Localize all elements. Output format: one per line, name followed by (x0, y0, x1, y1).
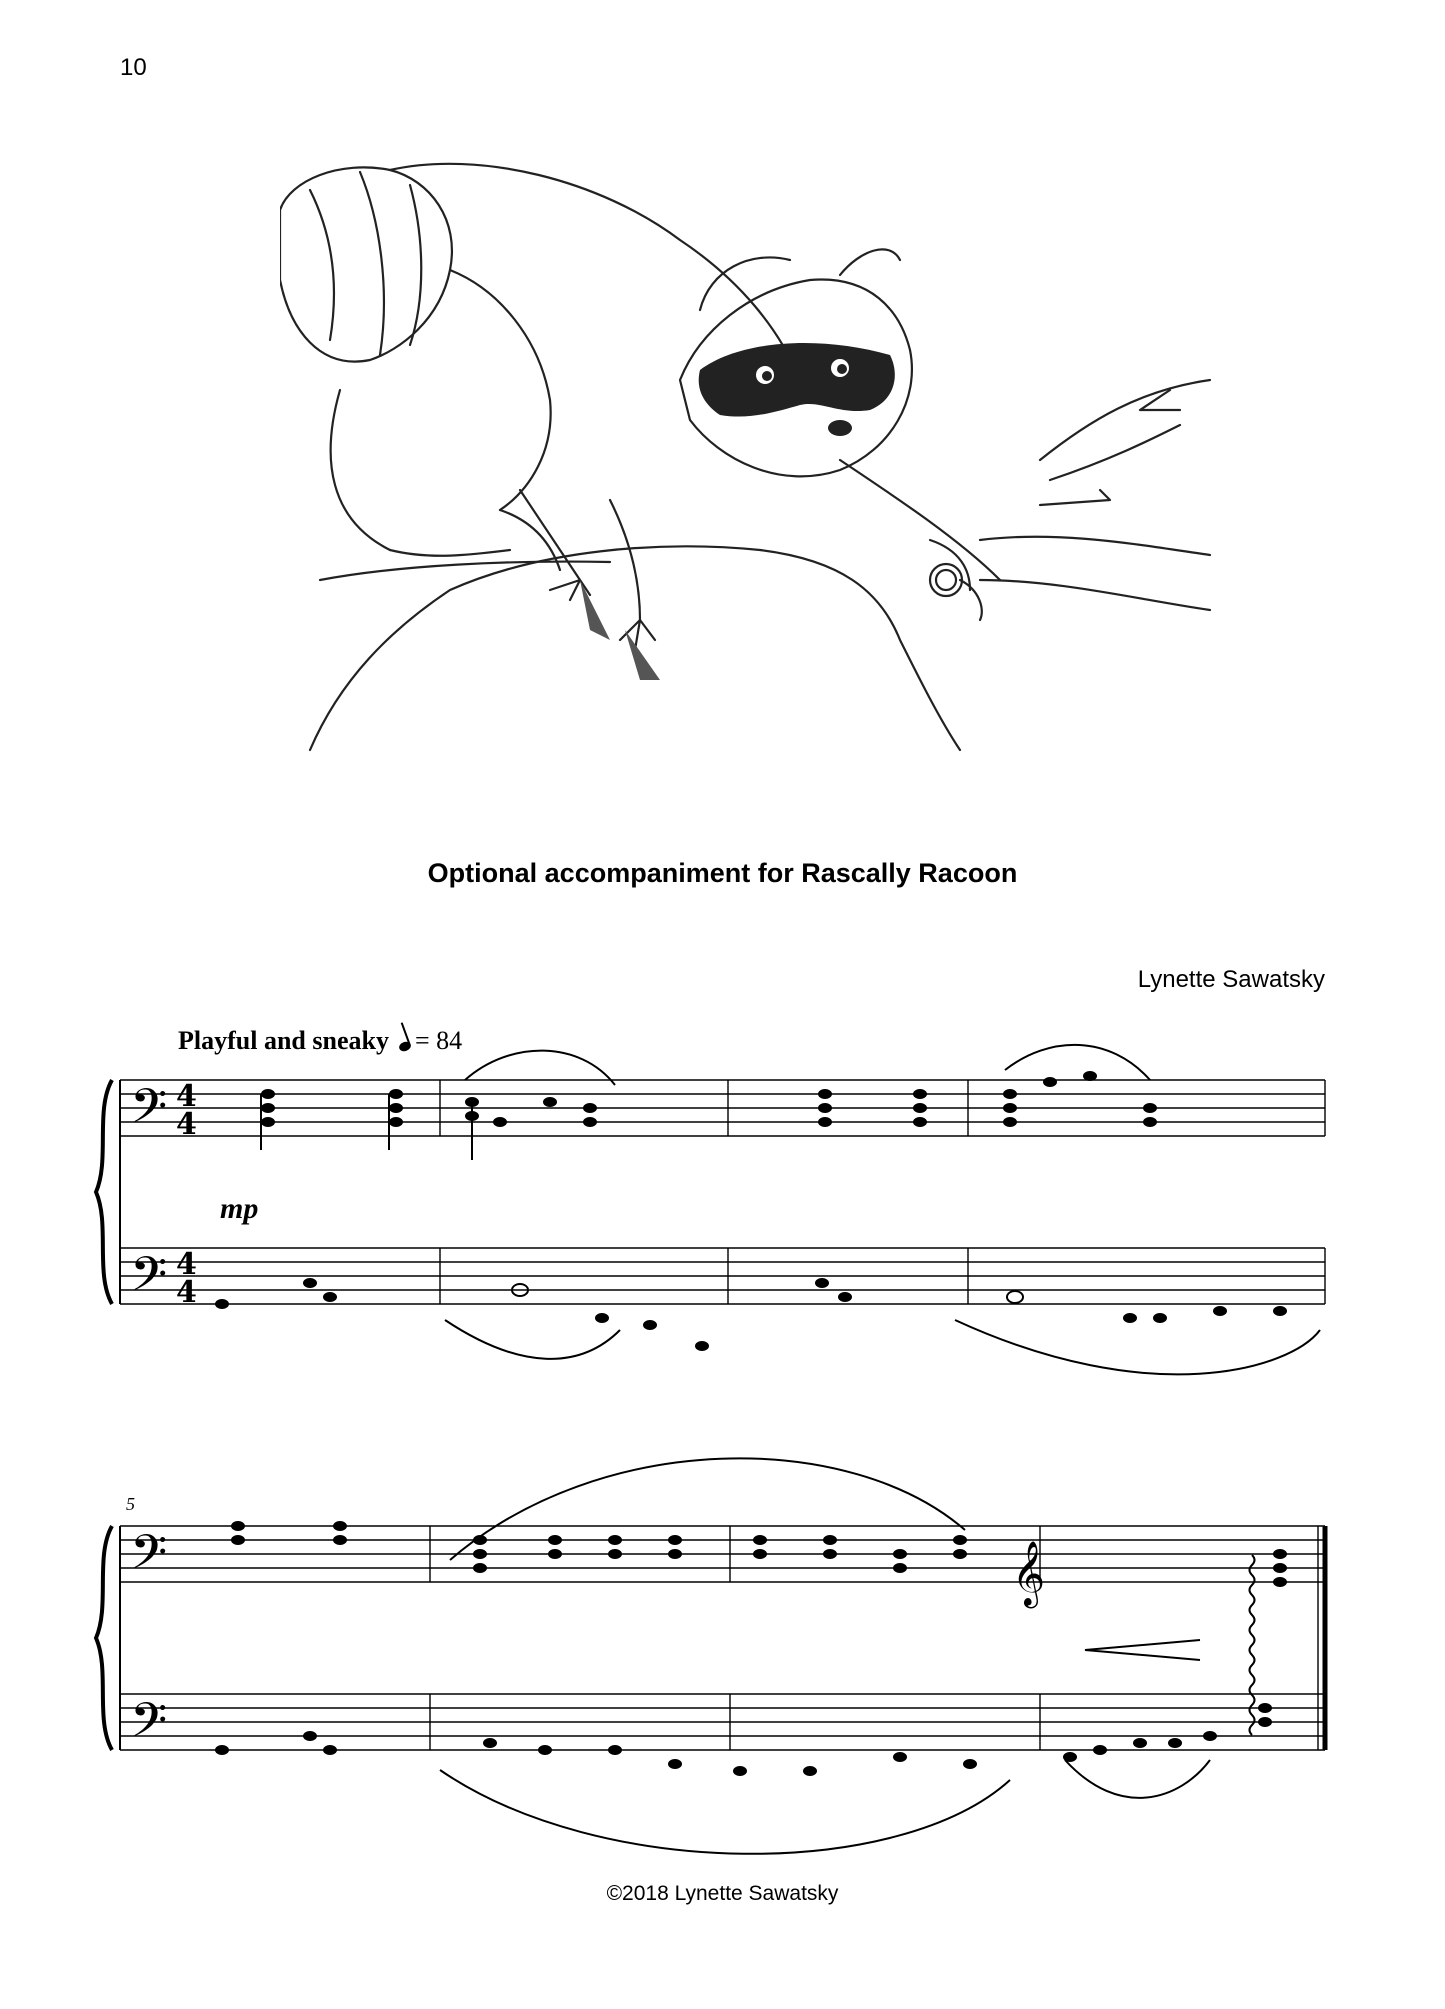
page-title: Optional accompaniment for Rascally Racoon (427, 858, 1018, 888)
page-number: 10 (120, 54, 147, 81)
copyright: ©2018 Lynette Sawatsky (606, 1882, 839, 1905)
system-2-lower-notes (215, 1703, 1272, 1776)
bass-clef-icon: 𝄢 (130, 1246, 168, 1314)
bass-clef-icon: 𝄢 (130, 1078, 168, 1146)
system-1-upper-notes (261, 1071, 1157, 1160)
brace-system-2 (96, 1526, 112, 1750)
system-2-upper-staff (120, 1526, 1325, 1582)
dynamic-marking: mp (220, 1192, 259, 1225)
treble-clef-icon: 𝄞 (1012, 1541, 1046, 1606)
tempo-text: Playful and sneaky (178, 1026, 389, 1055)
bass-clef-icon: 𝄢 (130, 1692, 168, 1760)
system-1-lower-staff (120, 1248, 1325, 1304)
time-sig-top: 4 (176, 1247, 197, 1282)
bass-clef-icon: 𝄢 (130, 1524, 168, 1592)
system-1-lower-notes (215, 1278, 1287, 1351)
measure-number: 5 (126, 1494, 135, 1514)
time-sig-top: 4 (176, 1079, 197, 1114)
tempo-bpm: = 84 (414, 1026, 463, 1055)
brace-system-1 (96, 1080, 112, 1304)
time-sig-bottom: 4 (176, 1107, 197, 1142)
decrescendo-hairpin (1085, 1640, 1200, 1660)
time-sig-bottom: 4 (176, 1275, 197, 1310)
composer-credit: Lynette Sawatsky (1137, 966, 1325, 993)
